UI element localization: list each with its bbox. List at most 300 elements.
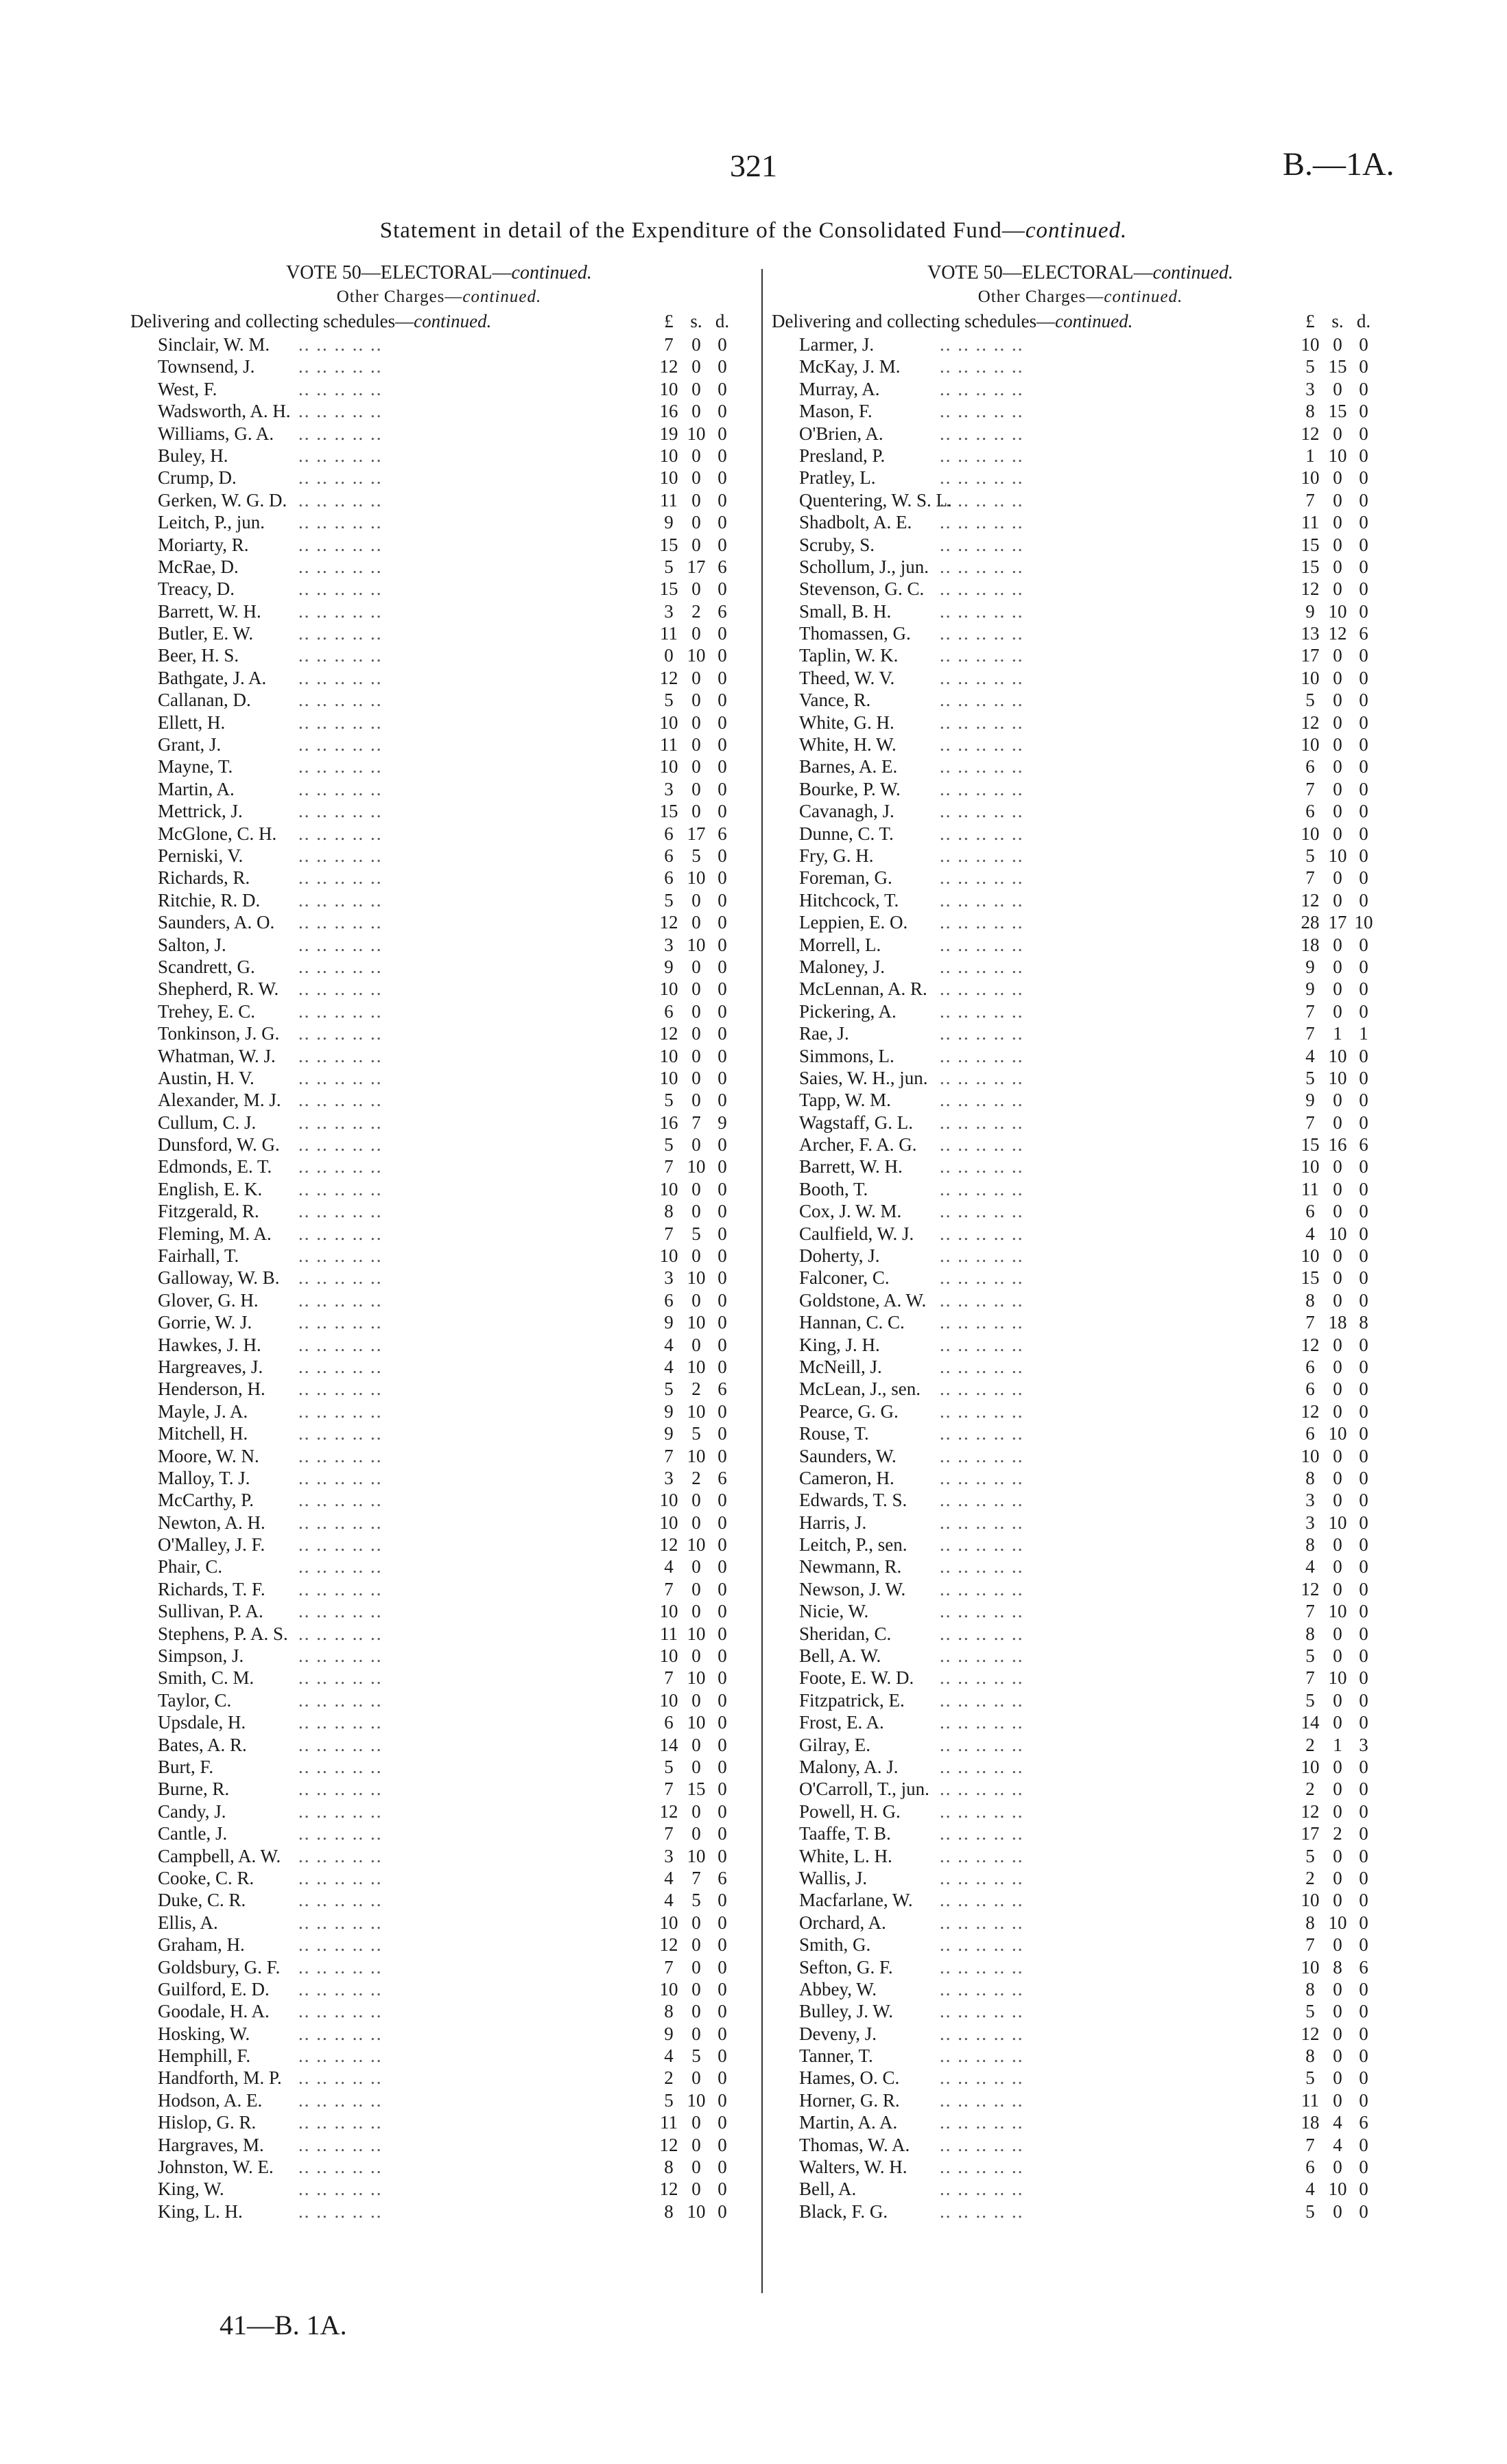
amount-shillings: 0	[1333, 1845, 1342, 1866]
payee-name: Vance, R.	[799, 690, 871, 711]
amount-pounds: 9	[664, 512, 674, 533]
amount-pounds: 7	[1305, 1000, 1315, 1022]
amount-pence: 0	[1359, 823, 1368, 844]
leader-dots: .. .. .. .. ..	[940, 401, 1024, 422]
amount-pence: 0	[1359, 512, 1368, 533]
amount-pence: 0	[717, 2067, 727, 2089]
payee-name: McRae, D.	[158, 556, 239, 577]
payee-name: Malony, A. J.	[799, 1757, 899, 1777]
amount-pounds: 7	[664, 1223, 674, 1244]
payee-name: Wagstaff, G. L.	[799, 1112, 914, 1133]
amount-pounds: 6	[664, 845, 674, 866]
leader-dots: .. .. .. .. ..	[940, 1467, 1024, 1488]
amount-shillings: 10	[1328, 845, 1347, 866]
amount-pence: 0	[717, 2045, 727, 2067]
amount-pence: 0	[1359, 1245, 1368, 1267]
leader-dots: .. .. .. .. ..	[298, 712, 383, 733]
payee-name: Powell, H. G.	[799, 1800, 901, 1822]
leader-dots: .. .. .. .. ..	[940, 1978, 1024, 1999]
amount-pence: 0	[1359, 356, 1368, 377]
amount-pounds: 4	[664, 1556, 674, 1577]
charges-heading	[772, 285, 1389, 309]
amount-pounds: 10	[659, 378, 678, 399]
payee-name: McNeill, J.	[799, 1356, 882, 1377]
amount-shillings: 10	[687, 1667, 706, 1689]
amount-shillings: 0	[1333, 1645, 1342, 1667]
leader-dots: .. .. .. .. ..	[940, 1956, 1024, 1978]
amount-pounds: 10	[659, 712, 678, 733]
amount-pence: 0	[717, 2157, 727, 2178]
amount-shillings: 0	[1333, 1178, 1342, 1199]
leader-dots: .. .. .. .. ..	[940, 1400, 1024, 1422]
table-row	[130, 867, 748, 889]
amount-shillings: 0	[1333, 712, 1342, 733]
amount-shillings: 0	[1333, 2001, 1342, 2022]
amount-shillings: 0	[1333, 1356, 1342, 1377]
amount-pounds: 7	[1305, 867, 1315, 889]
amount-pence: 0	[717, 1534, 727, 1556]
payee-name: White, G. H.	[799, 712, 894, 733]
amount-pence: 0	[717, 578, 727, 600]
payee-name: Callanan, D.	[158, 690, 251, 711]
leader-dots: .. .. .. .. ..	[940, 1090, 1024, 1111]
payee-name: McLennan, A. R.	[799, 978, 927, 1000]
amount-pence: 9	[717, 1112, 727, 1133]
leader-dots: .. .. .. .. ..	[298, 1667, 383, 1689]
amount-pence: 0	[1359, 1667, 1368, 1689]
table-row	[130, 1334, 748, 1356]
leader-dots: .. .. .. .. ..	[298, 690, 383, 711]
amount-shillings: 5	[691, 1223, 701, 1244]
amount-pence: 0	[1359, 1623, 1368, 1644]
leader-dots: .. .. .. .. ..	[940, 534, 1024, 555]
leader-dots: .. .. .. .. ..	[298, 889, 383, 911]
amount-pounds: 5	[664, 1134, 674, 1155]
leader-dots: .. .. .. .. ..	[940, 1356, 1024, 1377]
leader-dots: .. .. .. .. ..	[940, 356, 1024, 377]
payee-name: Cooke, C. R.	[158, 1867, 254, 1888]
leader-dots: .. .. .. .. ..	[940, 1601, 1024, 1622]
amount-pounds: 11	[1301, 1178, 1319, 1199]
amount-shillings: 0	[691, 2023, 701, 2044]
amount-pence: 0	[717, 1823, 727, 1844]
charges-heading-text: Other Charges—	[977, 288, 1104, 306]
leader-dots: .. .. .. .. ..	[298, 489, 383, 511]
amount-pence: 0	[717, 734, 727, 755]
amount-shillings: 0	[1333, 1378, 1342, 1400]
table-row	[130, 1556, 748, 1577]
amount-shillings: 0	[691, 1045, 701, 1066]
payee-name: Smith, C. M.	[158, 1667, 254, 1689]
amount-pounds: 7	[664, 1667, 674, 1689]
amount-pence: 0	[717, 912, 727, 933]
amount-pounds: 12	[659, 2179, 678, 2200]
leader-dots: .. .. .. .. ..	[298, 1823, 383, 1844]
table-row	[130, 445, 748, 467]
payee-name: Newson, J. W.	[799, 1578, 906, 1599]
table-row	[772, 534, 1389, 556]
table-row	[772, 1912, 1389, 1934]
amount-shillings: 0	[691, 1134, 701, 1155]
leader-dots: .. .. .. .. ..	[940, 1156, 1024, 1177]
payee-name: Leitch, P., jun.	[158, 512, 265, 533]
payee-name: Sullivan, P. A.	[158, 1601, 263, 1622]
amount-shillings: 10	[1328, 445, 1347, 466]
payee-name: Cantle, J.	[158, 1823, 228, 1844]
amount-pounds: 15	[1301, 1134, 1320, 1155]
amount-shillings: 0	[691, 734, 701, 755]
payee-name: Barrett, W. H.	[158, 600, 261, 622]
shillings-header: s.	[1331, 311, 1344, 331]
leader-dots: .. .. .. .. ..	[940, 1757, 1024, 1777]
amount-pounds: 12	[1301, 1578, 1320, 1599]
amount-shillings: 10	[687, 867, 706, 889]
amount-pence: 0	[717, 1090, 727, 1111]
amount-shillings: 7	[691, 1112, 701, 1133]
amount-pence: 0	[1359, 467, 1368, 489]
leader-dots: .. .. .. .. ..	[298, 734, 383, 755]
leader-dots: .. .. .. .. ..	[298, 1223, 383, 1244]
amount-pounds: 15	[1301, 556, 1320, 577]
payee-name: Campbell, A. W.	[158, 1845, 281, 1866]
leader-dots: .. .. .. .. ..	[298, 1912, 383, 1933]
amount-pounds: 11	[660, 623, 678, 644]
amount-shillings: 10	[687, 1445, 706, 1466]
amount-shillings: 0	[691, 1289, 701, 1311]
leader-dots: .. .. .. .. ..	[940, 512, 1024, 533]
table-row	[130, 800, 748, 822]
table-row	[772, 333, 1389, 355]
amount-pounds: 8	[664, 2157, 674, 2178]
amount-pence: 0	[1359, 2089, 1368, 2111]
amount-shillings: 0	[1333, 534, 1342, 555]
amount-shillings: 0	[691, 1956, 701, 1978]
payee-name: West, F.	[158, 378, 217, 399]
amount-pounds: 10	[659, 1601, 678, 1622]
amount-pounds: 9	[1305, 978, 1315, 1000]
amount-shillings: 0	[1333, 1334, 1342, 1355]
amount-pence: 0	[717, 845, 727, 866]
leader-dots: .. .. .. .. ..	[298, 912, 383, 933]
amount-pounds: 28	[1301, 912, 1320, 933]
table-row	[772, 1400, 1389, 1422]
leader-dots: .. .. .. .. ..	[940, 378, 1024, 399]
leader-dots: .. .. .. .. ..	[298, 1556, 383, 1577]
amount-pence: 0	[717, 1601, 727, 1622]
table-row	[772, 423, 1389, 445]
leader-dots: .. .. .. .. ..	[298, 1467, 383, 1488]
amount-pounds: 11	[1301, 512, 1319, 533]
amount-shillings: 0	[691, 2067, 701, 2089]
amount-shillings: 10	[1328, 600, 1347, 622]
leader-dots: .. .. .. .. ..	[298, 1245, 383, 1267]
payee-name: Handforth, M. P.	[158, 2067, 282, 2089]
leader-dots: .. .. .. .. ..	[298, 667, 383, 688]
amount-pence: 0	[717, 867, 727, 889]
table-row	[772, 1778, 1389, 1800]
leader-dots: .. .. .. .. ..	[940, 823, 1024, 844]
amount-pence: 0	[1359, 2067, 1368, 2089]
charges-heading-continued: continued.	[1104, 288, 1183, 306]
table-row	[130, 1267, 748, 1289]
amount-pence: 0	[1359, 934, 1368, 955]
amount-shillings: 0	[691, 1556, 701, 1577]
amount-pounds: 5	[664, 2089, 674, 2111]
payee-name: Mayne, T.	[158, 756, 233, 777]
table-row	[772, 755, 1389, 777]
leader-dots: .. .. .. .. ..	[298, 423, 383, 444]
table-row	[130, 1645, 748, 1667]
amount-pence: 0	[717, 1845, 727, 1866]
table-row	[130, 1356, 748, 1378]
amount-pounds: 10	[1301, 1156, 1320, 1177]
amount-shillings: 0	[1333, 1757, 1342, 1777]
leader-dots: .. .. .. .. ..	[298, 1757, 383, 1777]
leader-dots: .. .. .. .. ..	[298, 2157, 383, 2178]
amount-pounds: 11	[660, 734, 678, 755]
amount-pounds: 7	[1305, 489, 1315, 511]
table-row	[130, 1912, 748, 1934]
payee-name: Dunsford, W. G.	[158, 1134, 280, 1155]
amount-pounds: 12	[659, 1800, 678, 1822]
amount-pounds: 6	[1305, 1201, 1315, 1222]
payee-name: Murray, A.	[799, 378, 880, 399]
amount-pence: 0	[717, 1712, 727, 1733]
amount-pounds: 10	[1301, 734, 1320, 755]
table-row	[130, 956, 748, 978]
amount-pounds: 9	[1305, 1090, 1315, 1111]
amount-pence: 0	[717, 1978, 727, 1999]
amount-pounds: 10	[659, 1490, 678, 1511]
amount-shillings: 0	[1333, 489, 1342, 511]
amount-pence: 0	[717, 1201, 727, 1222]
amount-shillings: 0	[691, 1601, 701, 1622]
vote-heading-continued: continued.	[1152, 262, 1233, 283]
table-row	[130, 1422, 748, 1444]
amount-shillings: 10	[687, 1312, 706, 1333]
amount-pence: 0	[1359, 1289, 1368, 1311]
amount-pence: 8	[1359, 1312, 1368, 1333]
leader-dots: .. .. .. .. ..	[940, 1289, 1024, 1311]
leader-dots: .. .. .. .. ..	[298, 1779, 383, 1800]
leader-dots: .. .. .. .. ..	[940, 867, 1024, 889]
amount-shillings: 0	[1333, 2023, 1342, 2044]
payee-name: Hodson, A. E.	[158, 2089, 263, 2111]
table-row	[130, 1200, 748, 1222]
leader-dots: .. .. .. .. ..	[298, 978, 383, 1000]
amount-shillings: 10	[1328, 1512, 1347, 1533]
amount-pounds: 7	[664, 1578, 674, 1599]
table-row	[130, 1667, 748, 1689]
amount-shillings: 0	[1333, 334, 1342, 355]
payee-name: Goodale, H. A.	[158, 2001, 270, 2022]
amount-pence: 0	[1359, 1201, 1368, 1222]
amount-pounds: 8	[664, 2201, 674, 2222]
vote-heading-continued: continued.	[511, 262, 592, 283]
amount-pounds: 7	[664, 1156, 674, 1177]
amount-shillings: 0	[1333, 1156, 1342, 1177]
table-row	[130, 1956, 748, 1978]
amount-pounds: 4	[664, 1890, 674, 1911]
amount-pence: 0	[717, 1245, 727, 1267]
amount-pence: 0	[717, 978, 727, 1000]
table-row	[130, 489, 748, 511]
vote-heading	[772, 261, 1389, 285]
amount-pounds: 5	[1305, 690, 1315, 711]
amount-shillings: 5	[691, 845, 701, 866]
amount-pounds: 12	[659, 1934, 678, 1956]
payee-name: Abbey, W.	[799, 1978, 877, 1999]
amount-pence: 0	[717, 334, 727, 355]
amount-pounds: 12	[659, 667, 678, 688]
amount-pounds: 9	[664, 2023, 674, 2044]
amount-pounds: 12	[1301, 423, 1320, 444]
table-row	[772, 1045, 1389, 1067]
amount-pounds: 9	[664, 1423, 674, 1444]
leader-dots: .. .. .. .. ..	[298, 1934, 383, 1956]
amount-pence: 0	[717, 2179, 727, 2200]
leader-dots: .. .. .. .. ..	[298, 1090, 383, 1111]
payee-name: Leppien, E. O.	[799, 912, 908, 933]
leader-dots: .. .. .. .. ..	[298, 356, 383, 377]
table-row	[772, 1334, 1389, 1356]
leader-dots: .. .. .. .. ..	[940, 1067, 1024, 1088]
amount-pence: 0	[717, 356, 727, 377]
payee-name: Falconer, C.	[799, 1267, 890, 1289]
table-row	[130, 622, 748, 644]
payee-name: Tanner, T.	[799, 2045, 873, 2067]
amount-shillings: 0	[691, 801, 701, 822]
amount-pence: 0	[1359, 489, 1368, 511]
amount-pence: 0	[717, 1623, 727, 1644]
table-row	[130, 934, 748, 956]
leader-dots: .. .. .. .. ..	[298, 1334, 383, 1355]
amount-pence: 6	[1359, 1134, 1368, 1155]
leader-dots: .. .. .. .. ..	[940, 489, 1024, 511]
pence-header: d.	[715, 311, 730, 331]
leader-dots: .. .. .. .. ..	[298, 1978, 383, 1999]
amount-pence: 0	[1359, 2179, 1368, 2200]
table-row	[772, 1756, 1389, 1778]
amount-shillings: 15	[1328, 356, 1347, 377]
payee-name: Shadbolt, A. E.	[799, 512, 912, 533]
table-row	[130, 1822, 748, 1844]
leader-dots: .. .. .. .. ..	[940, 645, 1024, 666]
table-row	[130, 467, 748, 489]
amount-shillings: 0	[691, 2157, 701, 2178]
leader-dots: .. .. .. .. ..	[940, 1689, 1024, 1711]
amount-pence: 0	[1359, 1356, 1368, 1377]
amount-pence: 0	[1359, 1800, 1368, 1822]
amount-pence: 0	[1359, 667, 1368, 688]
table-row	[772, 1534, 1389, 1556]
table-row	[130, 1978, 748, 2000]
amount-pence: 0	[717, 712, 727, 733]
table-row	[130, 1223, 748, 1245]
payee-name: Morrell, L.	[799, 934, 881, 955]
leader-dots: .. .. .. .. ..	[298, 600, 383, 622]
amount-pounds: 10	[1301, 467, 1320, 489]
payee-name: Burt, F.	[158, 1757, 214, 1777]
amount-pounds: 8	[1305, 401, 1315, 422]
amount-pounds: 5	[1305, 1067, 1315, 1088]
payee-name: Martin, A.	[158, 778, 235, 799]
leader-dots: .. .. .. .. ..	[298, 556, 383, 577]
table-row	[130, 1578, 748, 1600]
amount-pence: 0	[717, 2134, 727, 2155]
amount-shillings: 0	[1333, 1800, 1342, 1822]
charges-heading	[130, 285, 748, 309]
amount-pounds: 8	[1305, 1467, 1315, 1488]
table-row	[130, 1489, 748, 1511]
amount-shillings: 0	[691, 1334, 701, 1355]
leader-dots: .. .. .. .. ..	[940, 1334, 1024, 1355]
amount-pence: 6	[1359, 623, 1368, 644]
leader-dots: .. .. .. .. ..	[298, 2112, 383, 2133]
amount-pounds: 10	[1301, 823, 1320, 844]
leader-dots: .. .. .. .. ..	[298, 512, 383, 533]
amount-pounds: 10	[659, 445, 678, 466]
amount-shillings: 1	[1333, 1023, 1342, 1044]
table-row	[772, 1200, 1389, 1222]
amount-pounds: 12	[1301, 1400, 1320, 1422]
amount-pence: 0	[717, 2201, 727, 2222]
leader-dots: .. .. .. .. ..	[298, 1890, 383, 1911]
payee-name: Hitchcock, T.	[799, 889, 899, 911]
payee-name: Cox, J. W. M.	[799, 1201, 902, 1222]
amount-pounds: 2	[1305, 1779, 1315, 1800]
amount-pounds: 10	[659, 467, 678, 489]
amount-pounds: 16	[659, 1112, 678, 1133]
amount-pounds: 5	[1305, 2067, 1315, 2089]
payee-name: Doherty, J.	[799, 1245, 880, 1267]
amount-shillings: 0	[691, 1934, 701, 1956]
amount-shillings: 0	[1333, 1090, 1342, 1111]
amount-pence: 0	[1359, 1912, 1368, 1933]
table-row	[772, 778, 1389, 800]
amount-shillings: 0	[691, 467, 701, 489]
payee-name: Black, F. G.	[799, 2201, 888, 2222]
leader-dots: .. .. .. .. ..	[940, 600, 1024, 622]
amount-shillings: 17	[1328, 912, 1347, 933]
table-row	[130, 1112, 748, 1134]
table-row	[772, 1689, 1389, 1711]
amount-shillings: 0	[1333, 2045, 1342, 2067]
payee-name: Horner, G. R.	[799, 2089, 900, 2111]
amount-shillings: 10	[687, 1267, 706, 1289]
payee-name: Richards, T. F.	[158, 1578, 265, 1599]
leader-dots: .. .. .. .. ..	[940, 2201, 1024, 2222]
leader-dots: .. .. .. .. ..	[940, 956, 1024, 977]
table-row	[772, 1889, 1389, 1911]
payee-name: McGlone, C. H.	[158, 823, 277, 844]
leader-dots: .. .. .. .. ..	[298, 801, 383, 822]
amount-pounds: 3	[664, 1845, 674, 1866]
payee-name: Pratley, L.	[799, 467, 876, 489]
amount-pounds: 12	[1301, 889, 1320, 911]
leader-dots: .. .. .. .. ..	[298, 1645, 383, 1667]
amount-pounds: 0	[664, 645, 674, 666]
amount-pence: 0	[1359, 2023, 1368, 2044]
table-row	[772, 712, 1389, 734]
amount-pence: 0	[717, 1757, 727, 1777]
table-row	[772, 1489, 1389, 1511]
payee-name: McLean, J., sen.	[799, 1378, 921, 1400]
table-row	[772, 1734, 1389, 1756]
amount-pounds: 12	[659, 1534, 678, 1556]
table-row	[130, 600, 748, 622]
amount-shillings: 0	[1333, 1934, 1342, 1956]
